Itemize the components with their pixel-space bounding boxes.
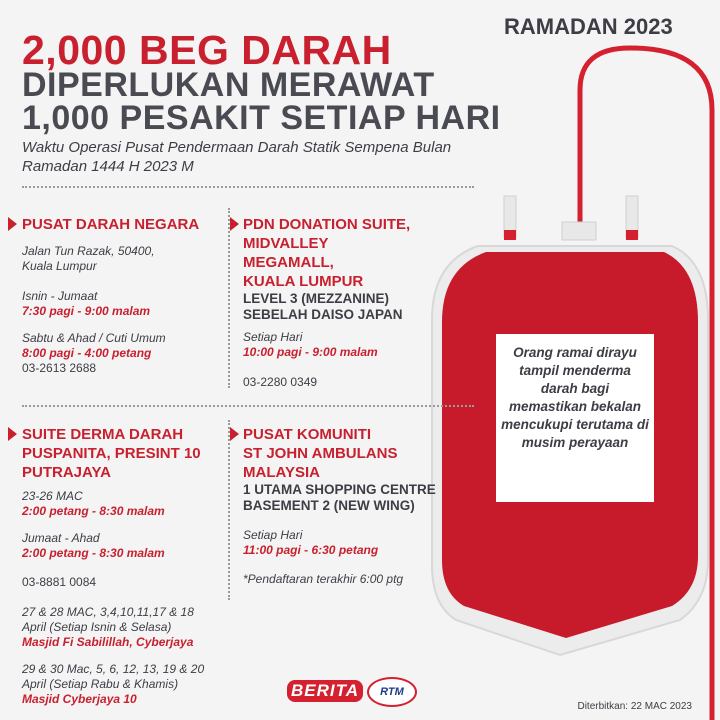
section-title-midvalley-1: PDN DONATION SUITE, [243, 216, 411, 233]
section-title-putrajaya-3: PUTRAJAYA [22, 464, 111, 481]
pdn-phone: 03-2613 2688 [22, 361, 97, 375]
stjohn-location-1: 1 UTAMA SHOPPING CENTRE [243, 482, 436, 497]
section-title-stjohn-3: MALAYSIA [243, 464, 320, 481]
bag-port-center [562, 222, 596, 240]
pdn-address-1: Jalan Tun Razak, 50400, [22, 244, 155, 258]
section-title-putrajaya-2: PUSPANITA, PRESINT 10 [22, 445, 201, 462]
pdn-address-2: Kuala Lumpur [22, 259, 97, 273]
stjohn-time: 11:00 pagi - 6:30 petang [243, 543, 379, 557]
putrajaya-venue-2: Masjid Cyberjaya 10 [22, 692, 137, 706]
putrajaya-day-2: Jumaat - Ahad [22, 531, 100, 545]
section-title-midvalley-3: MEGAMALL, [243, 254, 334, 271]
putrajaya-day-1: 23-26 MAC [22, 489, 83, 503]
section-marker-icon [230, 217, 239, 231]
top-divider [22, 186, 474, 188]
berita-logo: BERITA [287, 680, 363, 702]
rtm-logo: RTM [367, 677, 417, 707]
putrajaya-extra-2b: April (Setiap Rabu & Khamis) [22, 677, 179, 691]
midvalley-day: Setiap Hari [243, 330, 303, 344]
midvalley-time: 10:00 pagi - 9:00 malam [243, 345, 378, 359]
putrajaya-time-1: 2:00 petang - 8:30 malam [22, 504, 165, 518]
section-title-stjohn-2: ST JOHN AMBULANS [243, 445, 398, 462]
putrajaya-venue-1: Masjid Fi Sabilillah, Cyberjaya [22, 635, 194, 649]
putrajaya-extra-1b: April (Setiap Isnin & Selasa) [22, 620, 172, 634]
section-title-midvalley-4: KUALA LUMPUR [243, 273, 364, 290]
pdn-time-2: 8:00 pagi - 4:00 petang [22, 346, 152, 360]
section-title-midvalley-2: MIDVALLEY [243, 235, 329, 252]
bag-appeal-text: Orang ramai dirayu tampil menderma darah bagi memastikan bekalan mencukupi terutama di musim perayaan [501, 345, 649, 450]
headline-line-3: 1,000 PESAKIT SETIAP HARI [22, 99, 501, 137]
vertical-divider-lower [228, 420, 230, 600]
section-title-stjohn-1: PUSAT KOMUNITI [243, 426, 372, 443]
midvalley-location-1: LEVEL 3 (MEZZANINE) [243, 291, 390, 306]
stjohn-day: Setiap Hari [243, 528, 303, 542]
subtitle: Waktu Operasi Pusat Pendermaan Darah Statik Sempena Bulan Ramadan 1444 H 2023 M [22, 139, 452, 175]
headline-line-2: DIPERLUKAN MERAWAT [22, 66, 435, 104]
putrajaya-extra-1a: 27 & 28 MAC, 3,4,10,11,17 & 18 [22, 605, 194, 619]
section-marker-icon [8, 427, 17, 441]
headline-blood-bags: 2,000 BEG DARAH [22, 27, 392, 73]
midvalley-location-2: SEBELAH DAISO JAPAN [243, 307, 403, 322]
ramadan-year-label: RAMADAN 2023 [504, 14, 673, 39]
section-title-putrajaya-1: SUITE DERMA DARAH [22, 426, 184, 443]
section-marker-icon [230, 427, 239, 441]
stjohn-note: *Pendaftaran terakhir 6:00 ptg [243, 572, 404, 586]
pdn-day-1: Isnin - Jumaat [22, 289, 98, 303]
stjohn-location-2: BASEMENT 2 (NEW WING) [243, 498, 415, 513]
middle-divider [22, 405, 474, 407]
putrajaya-time-2: 2:00 petang - 8:30 malam [22, 546, 165, 560]
vertical-divider [228, 208, 230, 388]
section-marker-icon [8, 217, 17, 231]
putrajaya-phone: 03-8881 0084 [22, 575, 97, 589]
midvalley-phone: 03-2280 0349 [243, 375, 318, 389]
published-date: Diterbitkan: 22 MAC 2023 [577, 701, 692, 712]
pdn-time-1: 7:30 pagi - 9:00 malam [22, 304, 151, 318]
putrajaya-extra-2a: 29 & 30 Mac, 5, 6, 12, 13, 19 & 20 [22, 662, 205, 676]
section-title-pusat-darah-negara: PUSAT DARAH NEGARA [22, 216, 200, 233]
pdn-day-2: Sabtu & Ahad / Cuti Umum [22, 331, 166, 345]
